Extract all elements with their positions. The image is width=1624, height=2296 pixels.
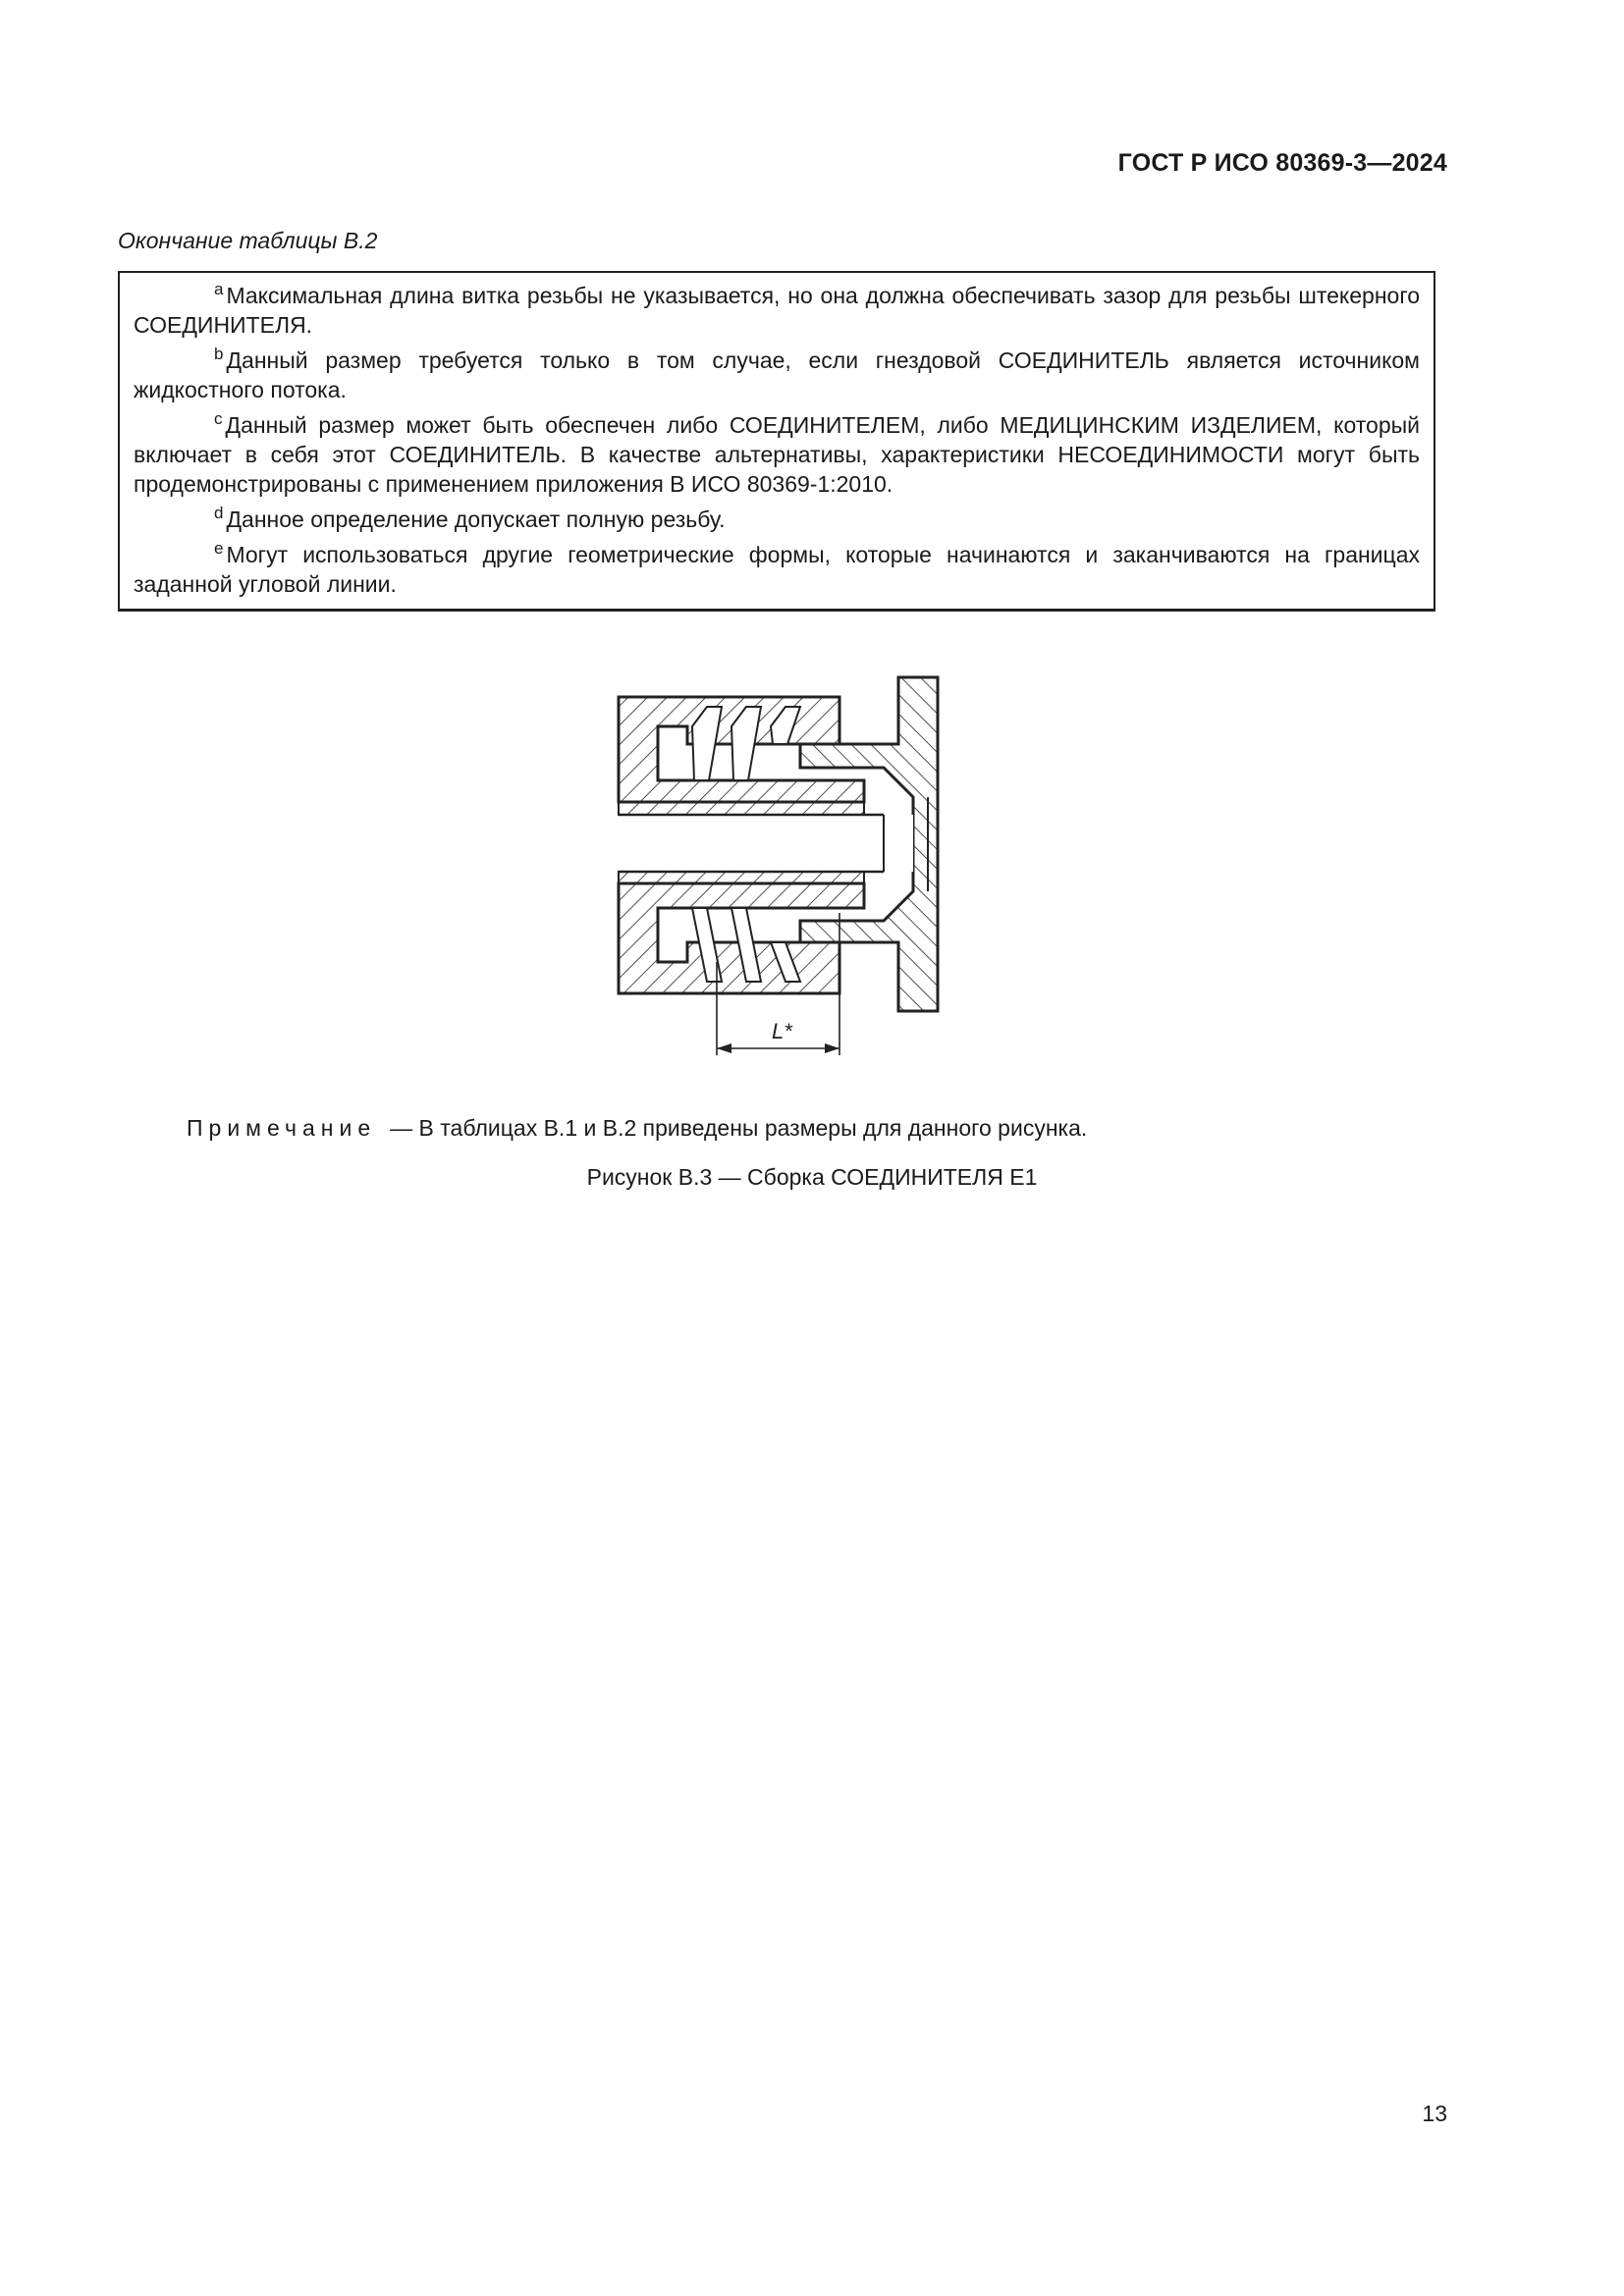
footnote-e <box>134 540 1420 599</box>
thread-teeth-upper <box>692 707 800 780</box>
footnote-b <box>134 346 1420 404</box>
inner-bore-wall-upper <box>619 802 864 815</box>
footnote-a <box>134 281 1420 340</box>
note-label: Примечание <box>187 1115 377 1141</box>
table-footnotes-box <box>118 271 1435 612</box>
cross-section-svg <box>599 667 972 1070</box>
document-code: ГОСТ Р ИСО 80369-3—2024 <box>1117 149 1447 177</box>
inner-bore-wall-lower <box>619 872 864 883</box>
footnote-text: Максимальная длина витка резьбы не указывается, но она должна обеспечивать зазор для резьбы штекерного СОЕДИНИТЕЛЯ. <box>134 283 1420 338</box>
dimension-arrow-right <box>825 1043 839 1053</box>
footnote-marker: e <box>214 539 224 558</box>
dimension-label: L* <box>772 1019 792 1043</box>
footnote-text: Могут использоваться другие геометрические формы, которые начинаются и заканчиваются на границах заданной угловой линии. <box>134 542 1420 597</box>
footnote-text: Данный размер требуется только в том случае, если гнездовой СОЕДИНИТЕЛЬ является источником жидкостного потока. <box>134 347 1420 402</box>
footnote-text: Данный размер может быть обеспечен либо СОЕДИНИТЕЛЕМ, либо МЕДИЦИНСКИМ ИЗДЕЛИЕМ, который включает в себя этот СОЕДИНИТЕЛЬ. В качестве альтернативы, характеристики НЕСОЕДИНИМОСТИ могут быть продемонстрированы с применением приложения В ИСО 80369-1:2010. <box>134 412 1420 497</box>
fluid-channel <box>619 815 913 872</box>
figure-note <box>187 1115 1087 1142</box>
connector-assembly-drawing <box>599 667 972 1070</box>
footnote-c <box>134 410 1420 499</box>
footnote-d <box>134 505 1420 534</box>
footnote-marker: d <box>214 504 224 522</box>
table-continuation-title: Окончание таблицы В.2 <box>118 228 378 253</box>
note-text: — В таблицах В.1 и В.2 приведены размеры для данного рисунка. <box>390 1115 1088 1141</box>
footnote-marker: a <box>214 280 224 298</box>
footnote-text: Данное определение допускает полную резьбу. <box>226 507 726 532</box>
footnote-marker: b <box>214 345 224 363</box>
footnote-marker: c <box>214 409 223 428</box>
figure-caption: Рисунок В.3 — Сборка СОЕДИНИТЕЛЯ Е1 <box>586 1164 1038 1190</box>
thread-teeth-lower <box>692 908 800 982</box>
page-number: 13 <box>1422 2101 1447 2126</box>
dimension-arrow-left <box>717 1043 731 1053</box>
